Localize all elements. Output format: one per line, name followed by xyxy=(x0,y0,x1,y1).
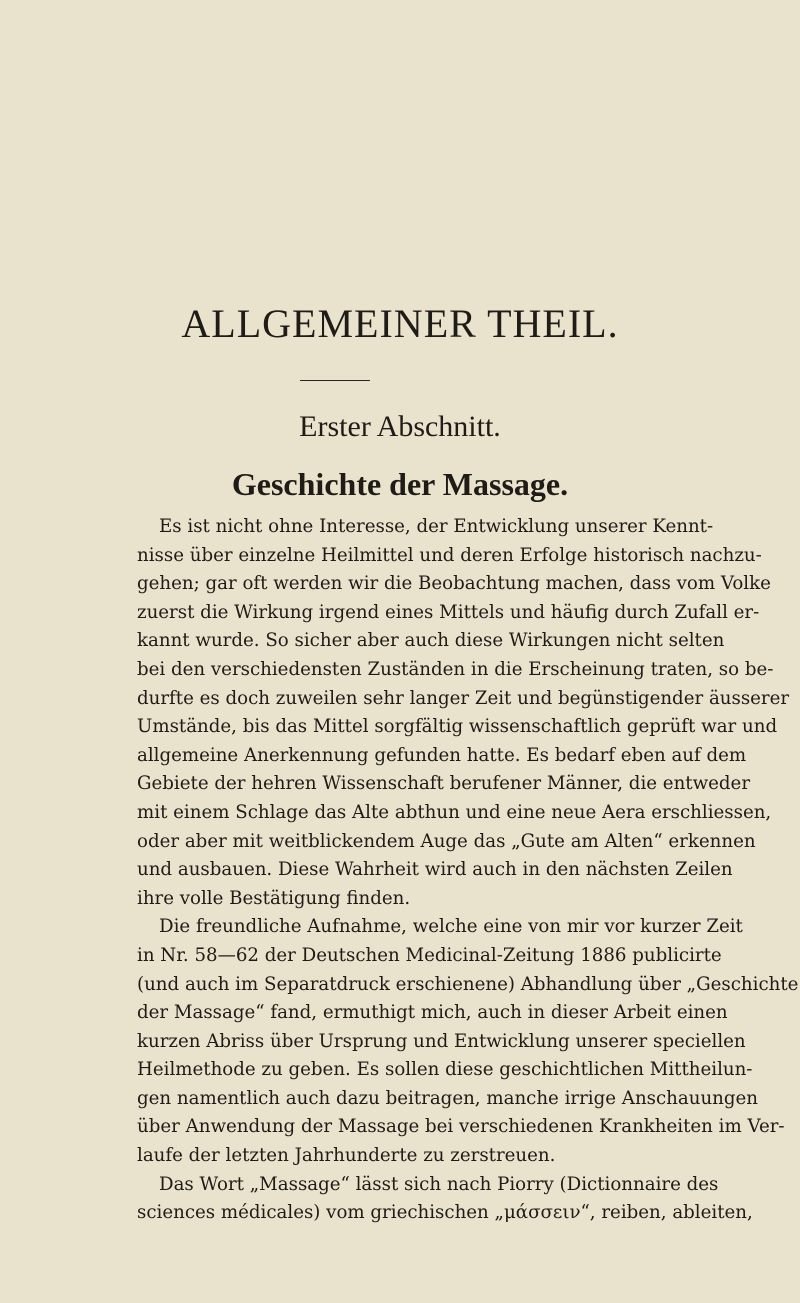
text-line: (und auch im Separatdruck erschienene) Abhandlung über „Geschichte xyxy=(137,973,799,995)
paragraph-3 xyxy=(137,1171,753,1228)
text-line: sciences médicales) vom griechischen „μάσσειν“, reiben, ableiten, xyxy=(137,1202,753,1224)
text-line: bei den verschiedensten Zuständen in die Erscheinung traten, so be- xyxy=(137,658,774,680)
text-line: Gebiete der hehren Wissenschaft berufener Männer, die entweder xyxy=(137,773,751,795)
text-line: und ausbauen. Diese Wahrheit wird auch in den nächsten Zeilen xyxy=(137,859,733,881)
text-line: gehen; gar oft werden wir die Beobachtung machen, dass vom Volke xyxy=(137,573,771,595)
section-title: Erster Abschnitt. xyxy=(299,410,501,443)
text-line: Heilmethode zu geben. Es sollen diese geschichtlichen Mittheilun- xyxy=(137,1059,753,1081)
text-line: ihre volle Bestätigung finden. xyxy=(137,887,411,909)
text-line: Das Wort „Massage“ lässt sich nach Piorry (Dictionnaire des xyxy=(159,1173,719,1195)
part-title: ALLGEMEINER THEIL. xyxy=(181,301,619,346)
text-line: mit einem Schlage das Alte abthun und eine neue Aera erschliessen, xyxy=(137,801,772,823)
paragraph-1 xyxy=(137,513,790,913)
text-line: zuerst die Wirkung irgend eines Mittels und häufig durch Zufall er- xyxy=(137,601,760,623)
text-line: gen namentlich auch dazu beitragen, manche irrige Anschauungen xyxy=(137,1087,758,1109)
text-line: kurzen Abriss über Ursprung und Entwicklung unserer speciellen xyxy=(137,1030,746,1052)
text-line: Umstände, bis das Mittel sorgfältig wissenschaftlich geprüft war und xyxy=(137,716,778,738)
body-text xyxy=(137,513,799,1228)
text-line: oder aber mit weitblickendem Auge das „Gute am Alten“ erkennen xyxy=(137,830,756,852)
text-line: in Nr. 58—62 der Deutschen Medicinal-Zeitung 1886 publicirte xyxy=(137,944,722,966)
text-line: der Massage“ fand, ermuthigt mich, auch in dieser Arbeit einen xyxy=(137,1002,728,1024)
text-line: kannt wurde. So sicher aber auch diese Wirkungen nicht selten xyxy=(137,630,725,652)
chapter-title: Geschichte der Massage. xyxy=(231,466,569,502)
paragraph-2 xyxy=(137,913,799,1170)
text-line: Es ist nicht ohne Interesse, der Entwicklung unserer Kennt- xyxy=(159,516,714,537)
text-line: nisse über einzelne Heilmittel und deren Erfolge historisch nachzu- xyxy=(137,544,762,566)
text-line: durfte es doch zuweilen sehr langer Zeit und begünstigender äusserer xyxy=(137,687,790,709)
title-divider xyxy=(300,380,370,381)
text-line: über Anwendung der Massage bei verschiedenen Krankheiten im Ver- xyxy=(137,1116,785,1138)
text-line: Die freundliche Aufnahme, welche eine von mir vor kurzer Zeit xyxy=(159,916,743,938)
text-line: laufe der letzten Jahrhunderte zu zerstreuen. xyxy=(137,1145,556,1167)
text-line: allgemeine Anerkennung gefunden hatte. Es bedarf eben auf dem xyxy=(137,744,747,766)
